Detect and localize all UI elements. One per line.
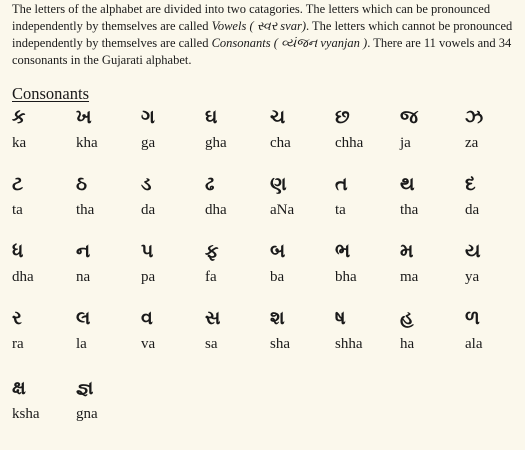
gujarati-letter: ય bbox=[465, 240, 481, 262]
gujarati-letter: વ bbox=[141, 307, 153, 329]
consonant-cell bbox=[76, 240, 138, 286]
gujarati-letter: ધ bbox=[12, 240, 24, 262]
consonant-cell bbox=[465, 240, 525, 286]
transliteration: ya bbox=[465, 269, 480, 285]
gujarati-letter: ણ bbox=[270, 173, 287, 195]
transliteration: ala bbox=[465, 336, 483, 352]
consonant-cell bbox=[335, 240, 397, 286]
gujarati-letter: ળ bbox=[465, 307, 480, 329]
transliteration: la bbox=[76, 336, 87, 352]
consonant-cell bbox=[270, 307, 332, 353]
gujarati-letter: ડ bbox=[141, 173, 152, 195]
transliteration: dha bbox=[12, 269, 34, 285]
gujarati-letter: પ bbox=[141, 240, 154, 262]
consonant-cell bbox=[205, 106, 267, 152]
transliteration: chha bbox=[335, 135, 364, 151]
gujarati-letter: ઠ bbox=[76, 173, 88, 195]
gujarati-letter: દ bbox=[465, 173, 476, 195]
transliteration: ha bbox=[400, 336, 415, 352]
consonant-cell bbox=[12, 173, 74, 219]
consonant-cell bbox=[76, 377, 138, 423]
consonant-cell bbox=[76, 307, 138, 353]
consonant-cell bbox=[465, 307, 525, 353]
intro-text-2: . The letters which cannot be pronounced independently by themselves are called bbox=[12, 19, 513, 50]
gujarati-letter: ચ bbox=[270, 106, 286, 128]
consonant-cell bbox=[141, 173, 203, 219]
transliteration: ka bbox=[12, 135, 27, 151]
gujarati-letter: લ bbox=[76, 307, 91, 329]
transliteration: bha bbox=[335, 269, 357, 285]
transliteration: ta bbox=[335, 202, 346, 218]
consonant-cell bbox=[205, 240, 267, 286]
gujarati-letter: ખ bbox=[76, 106, 92, 128]
consonant-cell bbox=[12, 106, 74, 152]
consonant-cell bbox=[270, 173, 332, 219]
gujarati-letter: ર bbox=[12, 307, 22, 329]
gujarati-letter: સ bbox=[205, 307, 221, 329]
gujarati-letter: થ bbox=[400, 173, 415, 195]
gujarati-letter: ઘ bbox=[205, 106, 218, 128]
gujarati-letter: બ bbox=[270, 240, 286, 262]
gujarati-letter: ક bbox=[12, 106, 26, 128]
gujarati-letter: ગ bbox=[141, 106, 155, 128]
gujarati-letter: ફ bbox=[205, 240, 219, 262]
consonant-cell bbox=[141, 307, 203, 353]
transliteration: ja bbox=[400, 135, 411, 151]
transliteration: tha bbox=[76, 202, 95, 218]
transliteration: tha bbox=[400, 202, 419, 218]
transliteration: na bbox=[76, 269, 91, 285]
consonant-cell bbox=[465, 173, 525, 219]
transliteration: ksha bbox=[12, 406, 40, 422]
gujarati-letter: ઢ bbox=[205, 173, 215, 195]
transliteration: da bbox=[465, 202, 480, 218]
consonant-cell bbox=[76, 173, 138, 219]
consonants-heading: Consonants bbox=[12, 84, 90, 103]
transliteration: sha bbox=[270, 336, 290, 352]
transliteration: dha bbox=[205, 202, 227, 218]
consonant-cell bbox=[335, 173, 397, 219]
consonant-cell bbox=[465, 106, 525, 152]
consonant-cell bbox=[270, 240, 332, 286]
gujarati-letter: છ bbox=[335, 106, 350, 128]
gujarati-letter: મ bbox=[400, 240, 414, 262]
consonant-cell bbox=[12, 307, 74, 353]
consonant-cell bbox=[76, 106, 138, 152]
transliteration: da bbox=[141, 202, 156, 218]
gujarati-letter: હ bbox=[400, 307, 414, 329]
transliteration: kha bbox=[76, 135, 98, 151]
gujarati-letter: ષ bbox=[335, 307, 346, 329]
gujarati-letter: ન bbox=[76, 240, 91, 262]
vowels-term: Vowels ( સ્વર svar) bbox=[211, 19, 306, 33]
gujarati-letter: જ્ઞ bbox=[76, 377, 94, 399]
transliteration: ra bbox=[12, 336, 24, 352]
transliteration: ta bbox=[12, 202, 23, 218]
transliteration: ba bbox=[270, 269, 285, 285]
transliteration: cha bbox=[270, 135, 291, 151]
transliteration: za bbox=[465, 135, 479, 151]
gujarati-letter: ઝ bbox=[465, 106, 484, 128]
consonant-cell bbox=[400, 173, 462, 219]
consonant-cell bbox=[270, 106, 332, 152]
consonant-cell bbox=[400, 106, 462, 152]
transliteration: va bbox=[141, 336, 156, 352]
consonant-cell bbox=[205, 173, 267, 219]
consonant-cell bbox=[400, 307, 462, 353]
gujarati-letter: ભ bbox=[335, 240, 351, 262]
transliteration: ma bbox=[400, 269, 419, 285]
consonant-cell bbox=[335, 106, 397, 152]
intro-text-3: . There are 11 vowels and 34 consonants in the Gujarati alphabet. bbox=[12, 36, 512, 67]
consonant-cell bbox=[205, 307, 267, 353]
transliteration: fa bbox=[205, 269, 217, 285]
intro-text-1: The letters of the alphabet are divided into two catagories. The letters which can be pronounced independently by themselves are called bbox=[12, 2, 491, 33]
consonants-term: Consonants ( વ્યંજન vyanjan ) bbox=[211, 36, 368, 50]
consonant-cell bbox=[400, 240, 462, 286]
transliteration: pa bbox=[141, 269, 156, 285]
transliteration: ga bbox=[141, 135, 156, 151]
gujarati-letter: ટ bbox=[12, 173, 24, 195]
transliteration: gna bbox=[76, 406, 98, 422]
transliteration: aNa bbox=[270, 202, 295, 218]
consonant-cell bbox=[335, 307, 397, 353]
consonant-cell bbox=[141, 240, 203, 286]
transliteration: sa bbox=[205, 336, 218, 352]
gujarati-letter: જ bbox=[400, 106, 418, 128]
transliteration: shha bbox=[335, 336, 363, 352]
consonant-cell bbox=[12, 377, 74, 423]
consonant-cell bbox=[141, 106, 203, 152]
gujarati-letter: ત bbox=[335, 173, 348, 195]
gujarati-letter: શ bbox=[270, 307, 285, 329]
consonant-cell bbox=[12, 240, 74, 286]
gujarati-letter: ક્ષ bbox=[12, 377, 26, 399]
transliteration: gha bbox=[205, 135, 227, 151]
